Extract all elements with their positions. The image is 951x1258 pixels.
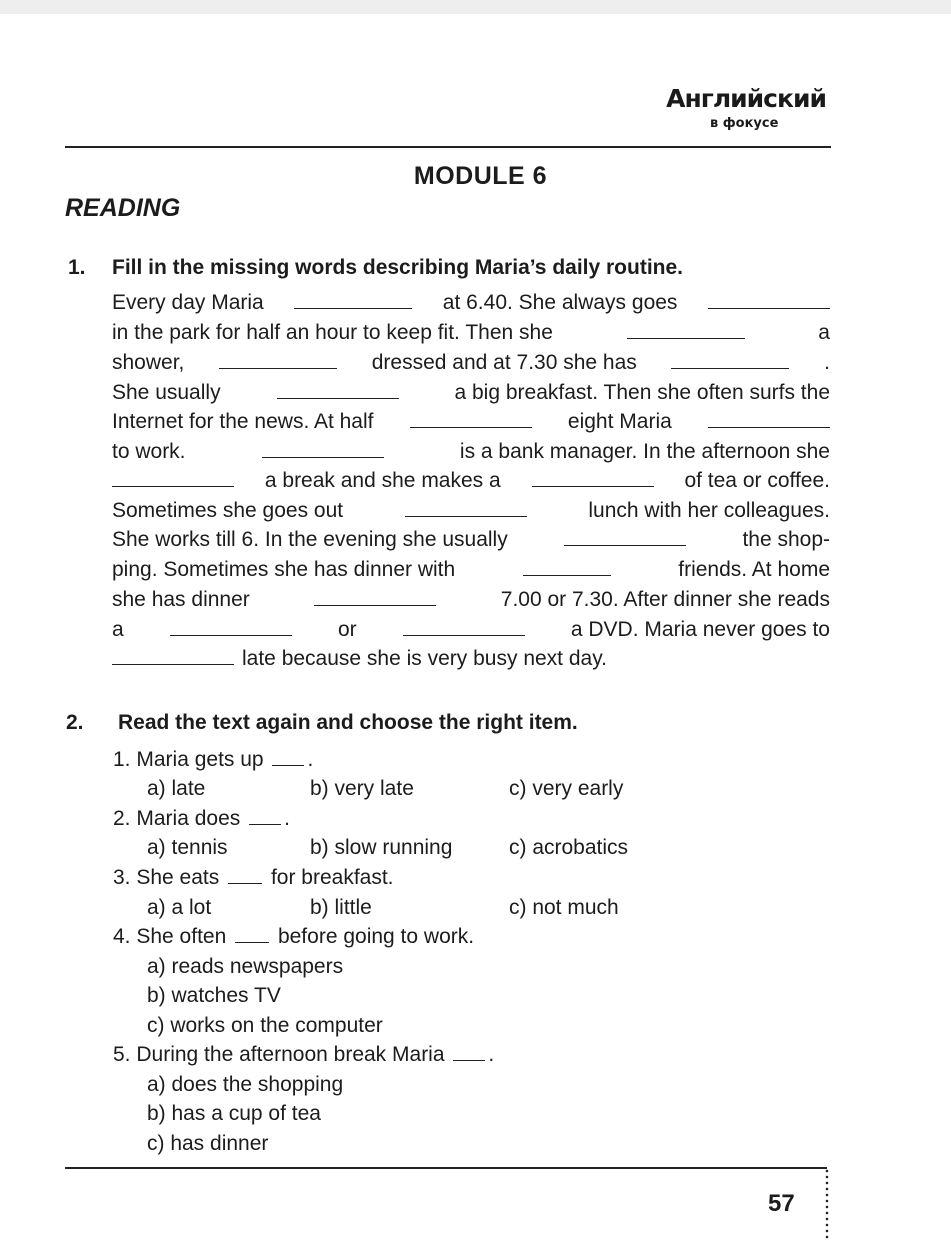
text-segment: in the park for half an hour to keep fit. Then she <box>112 321 553 344</box>
question-text-end: . <box>307 748 314 771</box>
question-text: Maria does <box>136 807 241 830</box>
answer-blank[interactable] <box>112 646 234 665</box>
option-c[interactable]: c) not much <box>509 896 619 919</box>
text-segment: 7.00 or 7.30. After dinner she reads <box>500 588 830 611</box>
option-c[interactable]: c) very early <box>509 777 624 800</box>
question-text: She eats <box>136 866 220 889</box>
text-segment: She works till 6. In the evening she usually <box>112 528 508 551</box>
text-segment: a break and she makes a <box>264 469 501 492</box>
option-b[interactable]: b) watches TV <box>147 984 281 1007</box>
option-c[interactable]: c) works on the computer <box>147 1014 383 1037</box>
text-line <box>112 318 830 348</box>
option-c[interactable]: c) has dinner <box>147 1132 269 1155</box>
text-segment: Sometimes she goes out <box>112 499 344 522</box>
text-segment: at 6.40. She always goes <box>442 291 678 314</box>
answer-blank[interactable] <box>314 587 436 606</box>
question-text-end: for breakfast. <box>270 866 394 889</box>
page-number: 57 <box>768 1190 795 1217</box>
answer-blank[interactable] <box>564 527 686 546</box>
section-heading: READING <box>65 194 181 222</box>
text-segment: ping. Sometimes she has dinner with <box>112 558 456 581</box>
answer-blank[interactable] <box>112 468 234 487</box>
text-segment: Internet for the news. At half <box>112 410 374 433</box>
text-line <box>112 348 830 378</box>
answer-blank[interactable] <box>405 498 527 517</box>
text-segment: of tea or coffee. <box>684 469 830 492</box>
header-divider <box>65 146 831 148</box>
question-text-end: before going to work. <box>277 925 475 948</box>
option-c[interactable]: c) acrobatics <box>509 836 629 859</box>
text-segment: the shop- <box>742 528 830 551</box>
logo-sub-text: в фокусе <box>710 116 779 131</box>
task-2-number: 2. <box>66 711 84 734</box>
text-line <box>112 555 830 585</box>
question-2 <box>113 804 290 834</box>
question-number: 3. <box>113 866 131 889</box>
question-text: She often <box>136 925 227 948</box>
text-segment: eight Maria <box>567 410 672 433</box>
text-line <box>112 585 830 615</box>
text-segment: friends. At home <box>678 558 830 581</box>
text-segment: is a bank manager. In the afternoon she <box>459 440 830 463</box>
answer-blank[interactable] <box>403 617 525 636</box>
question-text: During the afternoon break Maria <box>136 1043 445 1066</box>
question-text: Maria gets up <box>136 748 264 771</box>
answer-blank[interactable] <box>249 806 281 825</box>
dotted-margin-line <box>825 1168 829 1240</box>
answer-blank[interactable] <box>219 350 337 369</box>
task-1-number: 1. <box>68 256 86 279</box>
option-a[interactable]: a) late <box>147 777 206 800</box>
text-line <box>112 437 830 467</box>
question-text-end: . <box>488 1043 495 1066</box>
answer-blank[interactable] <box>410 409 532 428</box>
option-a[interactable]: a) reads newspapers <box>147 955 344 978</box>
text-line <box>112 644 830 674</box>
text-segment: a big breakfast. Then she often surfs the <box>454 381 830 404</box>
question-1 <box>113 745 313 775</box>
option-a[interactable]: a) does the shopping <box>147 1073 344 1096</box>
question-4 <box>113 922 474 952</box>
answer-blank[interactable] <box>523 557 611 576</box>
text-segment: a <box>818 321 830 344</box>
book-logo <box>666 84 838 134</box>
option-a[interactable]: a) tennis <box>147 836 228 859</box>
answer-blank[interactable] <box>708 409 830 428</box>
text-segment: lunch with her colleagues. <box>588 499 830 522</box>
question-number: 4. <box>113 925 131 948</box>
text-segment: . <box>824 351 830 374</box>
text-segment: to work. <box>112 440 186 463</box>
question-number: 1. <box>113 748 131 771</box>
text-segment: She usually <box>112 381 221 404</box>
answer-blank[interactable] <box>453 1042 485 1061</box>
module-title: MODULE 6 <box>413 162 548 190</box>
answer-blank[interactable] <box>235 924 269 943</box>
answer-blank[interactable] <box>272 747 304 766</box>
task-2-instruction: Read the text again and choose the right item. <box>118 711 578 734</box>
option-b[interactable]: b) little <box>310 896 372 919</box>
question-3 <box>113 863 394 893</box>
answer-blank[interactable] <box>277 380 399 399</box>
answer-blank[interactable] <box>262 439 384 458</box>
answer-blank[interactable] <box>170 617 292 636</box>
question-number: 2. <box>113 807 131 830</box>
answer-blank[interactable] <box>627 320 745 339</box>
text-line <box>112 288 830 318</box>
text-line <box>112 407 830 437</box>
option-b[interactable]: b) very late <box>310 777 414 800</box>
text-segment: a DVD. Maria never goes to <box>570 618 830 641</box>
answer-blank[interactable] <box>228 865 262 884</box>
text-segment: late because she is very busy next day. <box>242 647 607 670</box>
logo-main-text: Английский <box>666 84 826 113</box>
answer-blank[interactable] <box>294 290 412 309</box>
text-segment: shower, <box>112 351 185 374</box>
option-b[interactable]: b) slow running <box>310 836 453 859</box>
text-line <box>112 466 830 496</box>
top-band <box>0 0 951 14</box>
task-1-instruction: Fill in the missing words describing Maria’s daily routine. <box>112 256 683 279</box>
text-segment: dressed and at 7.30 she has <box>371 351 637 374</box>
option-a[interactable]: a) a lot <box>147 896 212 919</box>
text-line <box>112 525 830 555</box>
answer-blank[interactable] <box>708 290 830 309</box>
question-5 <box>113 1040 494 1070</box>
answer-blank[interactable] <box>532 468 654 487</box>
text-segment: or <box>337 618 357 641</box>
footer-divider <box>65 1167 827 1169</box>
text-line <box>112 378 830 408</box>
text-segment: she has dinner <box>112 588 250 611</box>
text-segment: a <box>112 618 124 641</box>
option-b[interactable]: b) has a cup of tea <box>147 1102 321 1125</box>
answer-blank[interactable] <box>671 350 789 369</box>
text-line <box>112 615 830 645</box>
question-number: 5. <box>113 1043 131 1066</box>
text-line <box>112 496 830 526</box>
question-text-end: . <box>284 807 290 830</box>
text-segment: Every day Maria <box>112 291 264 314</box>
